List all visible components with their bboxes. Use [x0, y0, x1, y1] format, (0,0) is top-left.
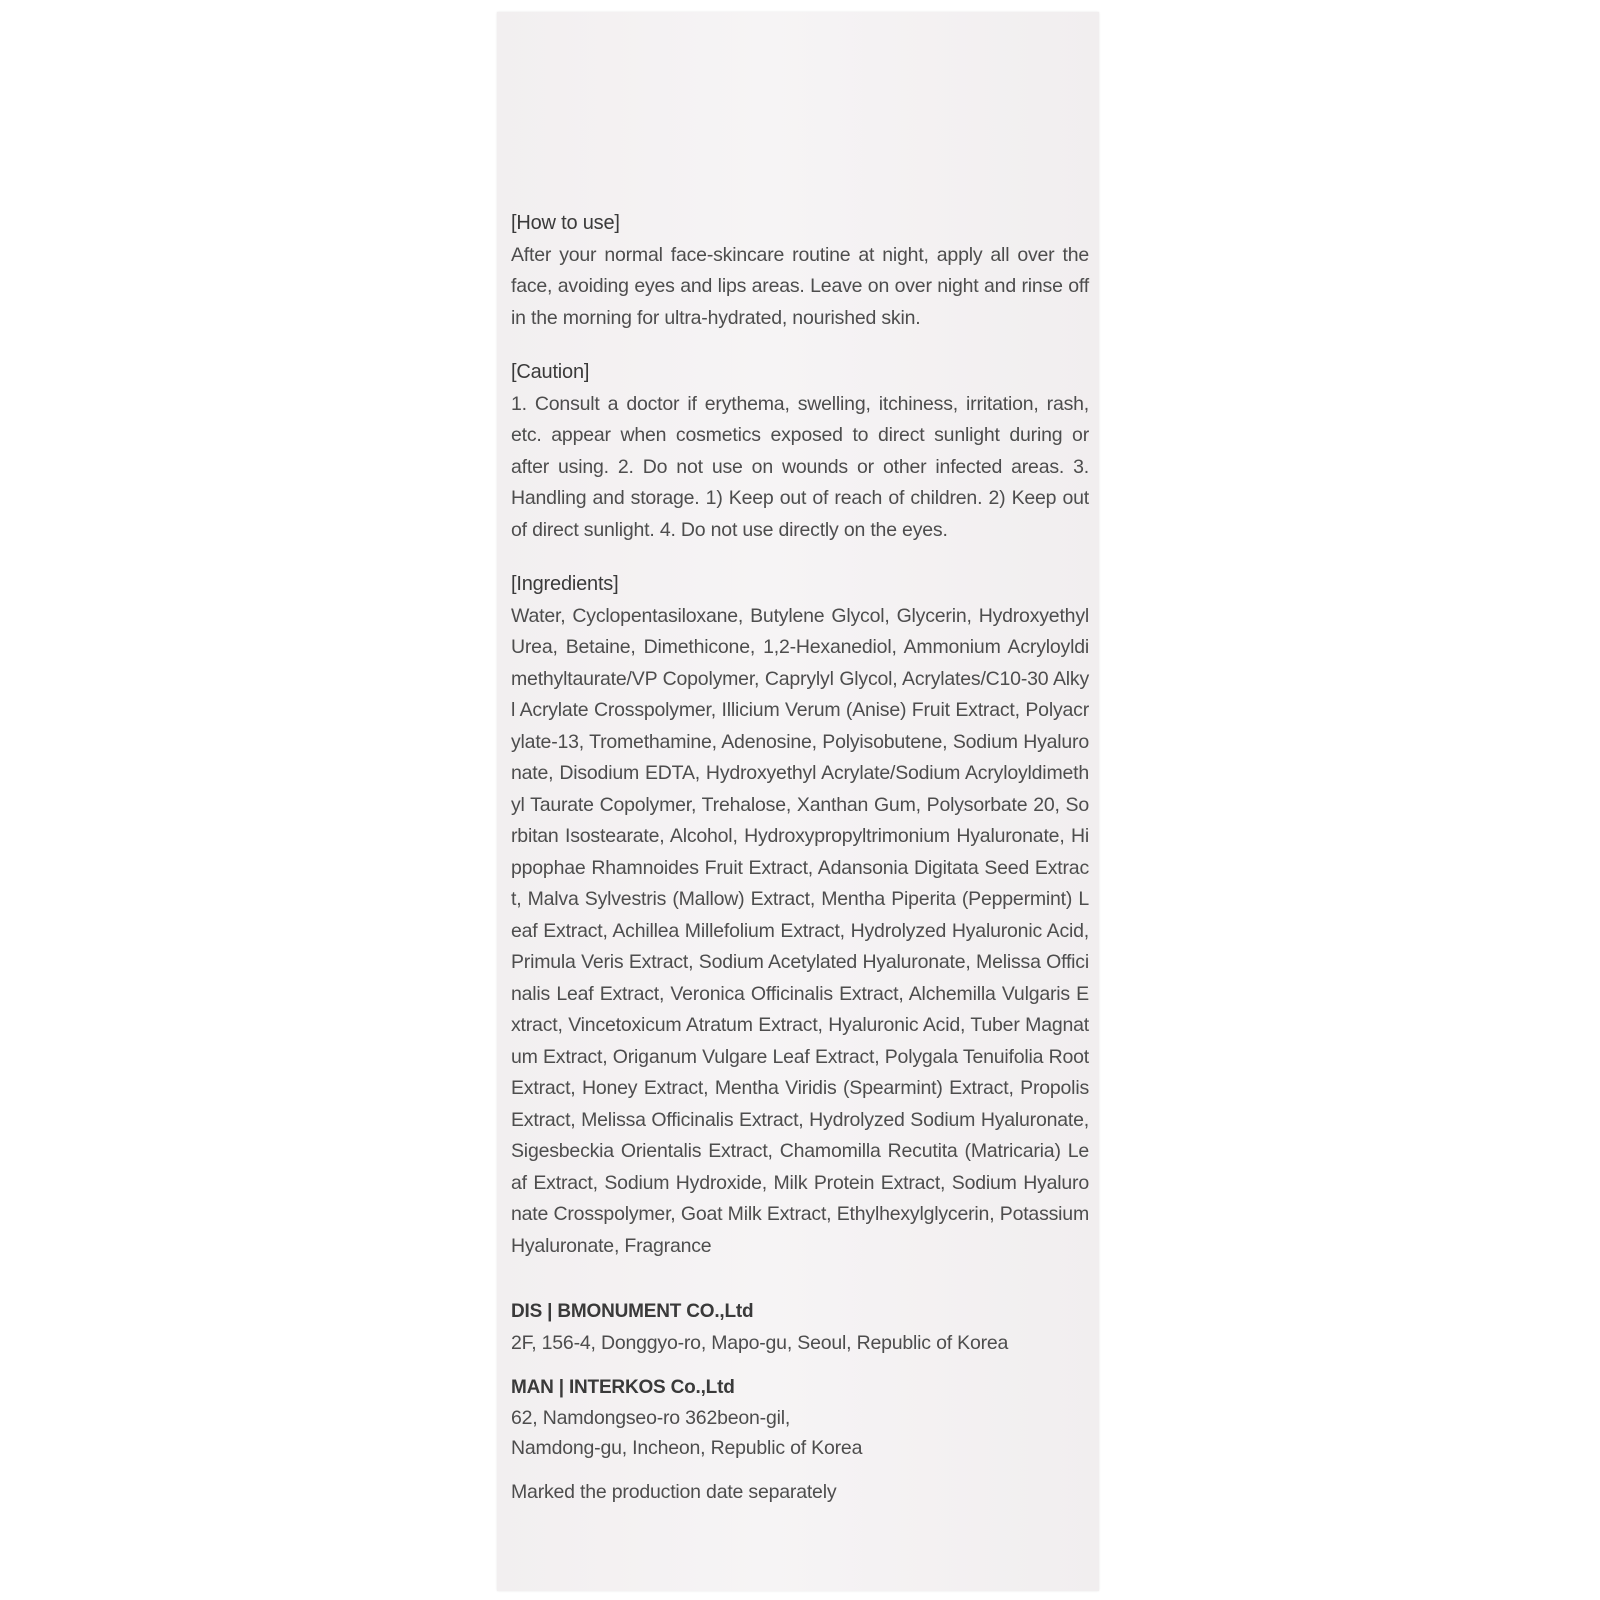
how-to-use-section — [511, 208, 1089, 334]
product-box-panel — [497, 12, 1099, 1591]
caution-title: [Caution] — [511, 361, 590, 383]
manufacturer-block — [511, 1372, 1089, 1464]
distributor-address: 2F, 156-4, Donggyo-ro, Mapo-gu, Seoul, Republic of Korea — [511, 1331, 1009, 1354]
how-to-use-text: After your normal face-skincare routine at night, apply all over the face, avoiding eyes and lips areas. Leave on over night and rinse off in the morning for ultra-hydrated, nourished skin. — [511, 243, 1089, 329]
how-to-use-title: [How to use] — [511, 212, 620, 234]
caution-section — [511, 357, 1089, 546]
ingredients-text: Water, Cyclopentasiloxane, Butylene Glycol, Glycerin, Hydroxyethyl Urea, Betaine, Dimethicone, 1,2-Hexanediol, Ammonium Acryloyldimethyltaurate/VP Copolymer, Caprylyl Glycol, Acrylates/C10-30 Alkyl Acrylate Crosspolymer, Illicium Verum (Anise) Fruit Extract, Polyacrylate-13, Tromethamine, Adenosine, Polyisobutene, Sodium Hyaluronate, Disodium EDTA, Hydroxyethyl Acrylate/Sodium Acryloyldimethyl Taurate Copolymer, Trehalose, Xanthan Gum, Polysorbate 20, Sorbitan Isostearate, Alcohol, Hydroxypropyltrimonium Hyaluronate, Hippophae Rhamnoides Fruit Extract, Adansonia Digitata Seed Extract, Malva Sylvestris (Mallow) Extract, Mentha Piperita (Peppermint) Leaf Extract, Achillea Millefolium Extract, Hydrolyzed Hyaluronic Acid, Primula Veris Extract, Sodium Acetylated Hyaluronate, Melissa Officinalis Leaf Extract, Veronica Officinalis Extract, Alchemilla Vulgaris Extract, Vincetoxicum Atratum Extract, Hyaluronic Acid, Tuber Magnatum Extract, Origanum Vulgare Leaf Extract, Polygala Tenuifolia Root Extract, Honey Extract, Mentha Viridis (Spearmint) Extract, Propolis Extract, Melissa Officinalis Extract, Hydrolyzed Sodium Hyaluronate, Sigesbeckia Orientalis Extract, Chamomilla Recutita (Matricaria) Leaf Extract, Sodium Hydroxide, Milk Protein Extract, Sodium Hyaluronate Crosspolymer, Goat Milk Extract, Ethylhexylglycerin, Potassium Hyaluronate, Fragrance — [511, 604, 1089, 1257]
manufacturer-address-line2: Namdong-gu, Incheon, Republic of Korea — [511, 1437, 863, 1459]
manufacturer-name: MAN | INTERKOS Co.,Ltd — [511, 1376, 735, 1398]
label-content — [511, 208, 1089, 1509]
ingredients-title: [Ingredients] — [511, 573, 619, 595]
production-date-note: Marked the production date separately — [511, 1481, 837, 1503]
distributor-block — [511, 1296, 1089, 1358]
ingredients-section — [511, 569, 1089, 1262]
distributor-name: DIS | BMONUMENT CO.,Ltd — [511, 1301, 754, 1322]
caution-text: 1. Consult a doctor if erythema, swelling, itchiness, irritation, rash, etc. appear when cosmetics exposed to direct sunlight during or after using. 2. Do not use on wounds or other infected areas. 3. Handling and storage. 1) Keep out of reach of children. 2) Keep out of direct sunlight. 4. Do not use directly on the eyes. — [511, 392, 1089, 541]
manufacturer-address-line1: 62, Namdongseo-ro 362beon-gil, — [511, 1407, 791, 1429]
